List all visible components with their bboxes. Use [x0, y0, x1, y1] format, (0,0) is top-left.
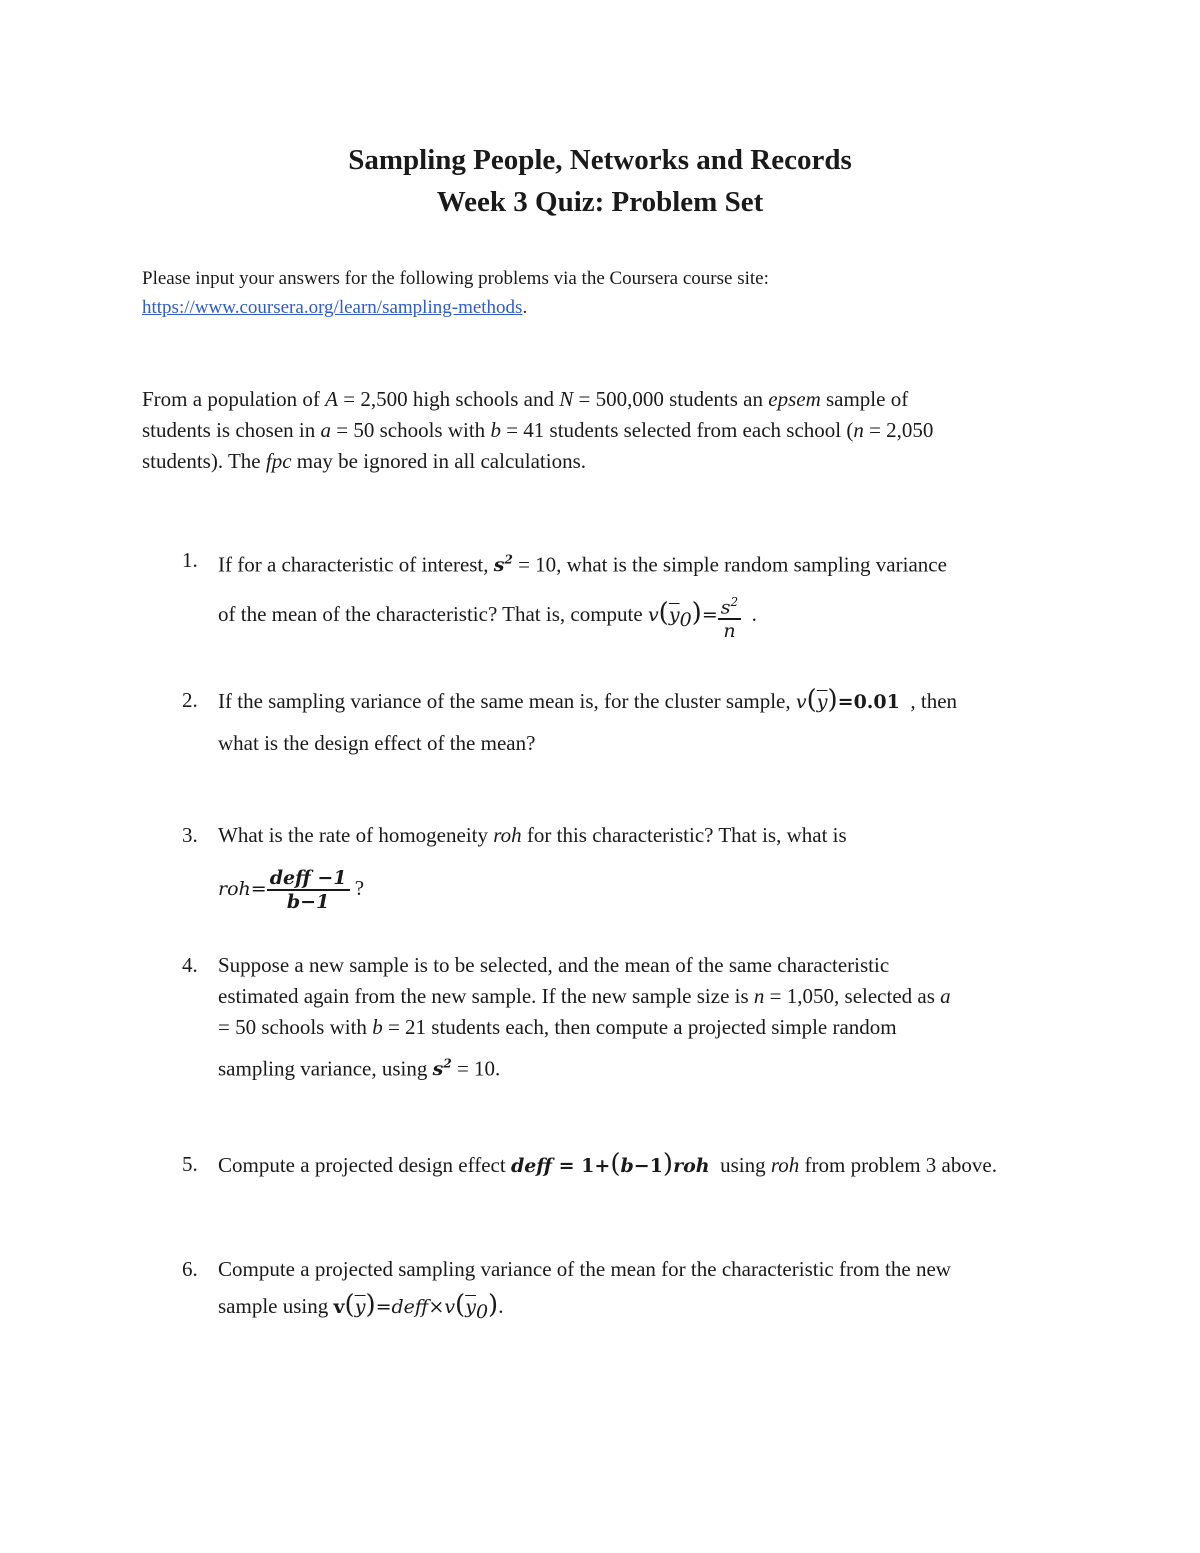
- problem-1-number: 1.: [182, 548, 198, 572]
- problem-4-line-4: sampling variance, using $s^2 = 10$.: [218, 1056, 501, 1081]
- problem-4-line-2: estimated again from the new sample. If the new sample size is n = 1,050, selected as a: [218, 984, 951, 1008]
- problem-4-number: 4.: [182, 953, 198, 977]
- coursera-link[interactable]: https://www.coursera.org/learn/sampling-methods: [142, 297, 523, 318]
- intro-line-3: students). The fpc may be ignored in all calculations.: [142, 449, 587, 473]
- problem-6-line-1: Compute a projected sampling variance of the mean for the characteristic from the new: [218, 1257, 951, 1281]
- problem-3-line-2: roh= $\frac{\text{deff −1}}{b-1}$ ?: [218, 867, 365, 914]
- problem-2-line-2: what is the design effect of the mean?: [218, 731, 536, 755]
- problem-6-number: 6.: [182, 1257, 198, 1281]
- problem-5-number: 5.: [182, 1152, 198, 1176]
- problem-1-line-1: If for a characteristic of interest, $s^2 = 10$, what is the simple random sampling variance: [218, 552, 947, 577]
- problem-2-number: 2.: [182, 688, 198, 712]
- problem-6-line-2: sample using $v(\overline{y})=deff\times v(\overline{y}_0)$.: [218, 1290, 504, 1324]
- intro-line-2: students is chosen in a = 50 schools with b = 41 students selected from each school (n = 2,050: [142, 418, 934, 442]
- instructions-link-line: https://www.coursera.org/learn/sampling-methods.: [142, 297, 528, 318]
- problem-1-line-2: of the mean of the characteristic? That is, compute $v(\overline{y}_0)=$ $\frac{s^2}{n}$ .: [218, 585, 757, 648]
- problem-3-number: 3.: [182, 823, 198, 847]
- problem-3-line-1: What is the rate of homogeneity roh for this characteristic? That is, what is: [218, 823, 847, 847]
- page-title: Sampling People, Networks and Records: [348, 144, 852, 176]
- intro-line-1: From a population of A = 2,500 high schools and N = 500,000 students an epsem sample of: [142, 387, 909, 411]
- instructions-text: Please input your answers for the following problems via the Coursera course site:: [142, 268, 769, 289]
- problem-4-line-3: = 50 schools with b = 21 students each, then compute a projected simple random: [218, 1015, 897, 1039]
- problem-5-line-1: Compute a projected design effect deff = 1+(b−1)roh using roh from problem 3 above.: [218, 1149, 997, 1179]
- problem-4-line-1: Suppose a new sample is to be selected, and the mean of the same characteristic: [218, 953, 890, 977]
- problem-2-line-1: If the sampling variance of the same mean is, for the cluster sample, $v(\overline{y})=0.01$ , then: [218, 685, 958, 715]
- page-subtitle: Week 3 Quiz: Problem Set: [436, 186, 764, 218]
